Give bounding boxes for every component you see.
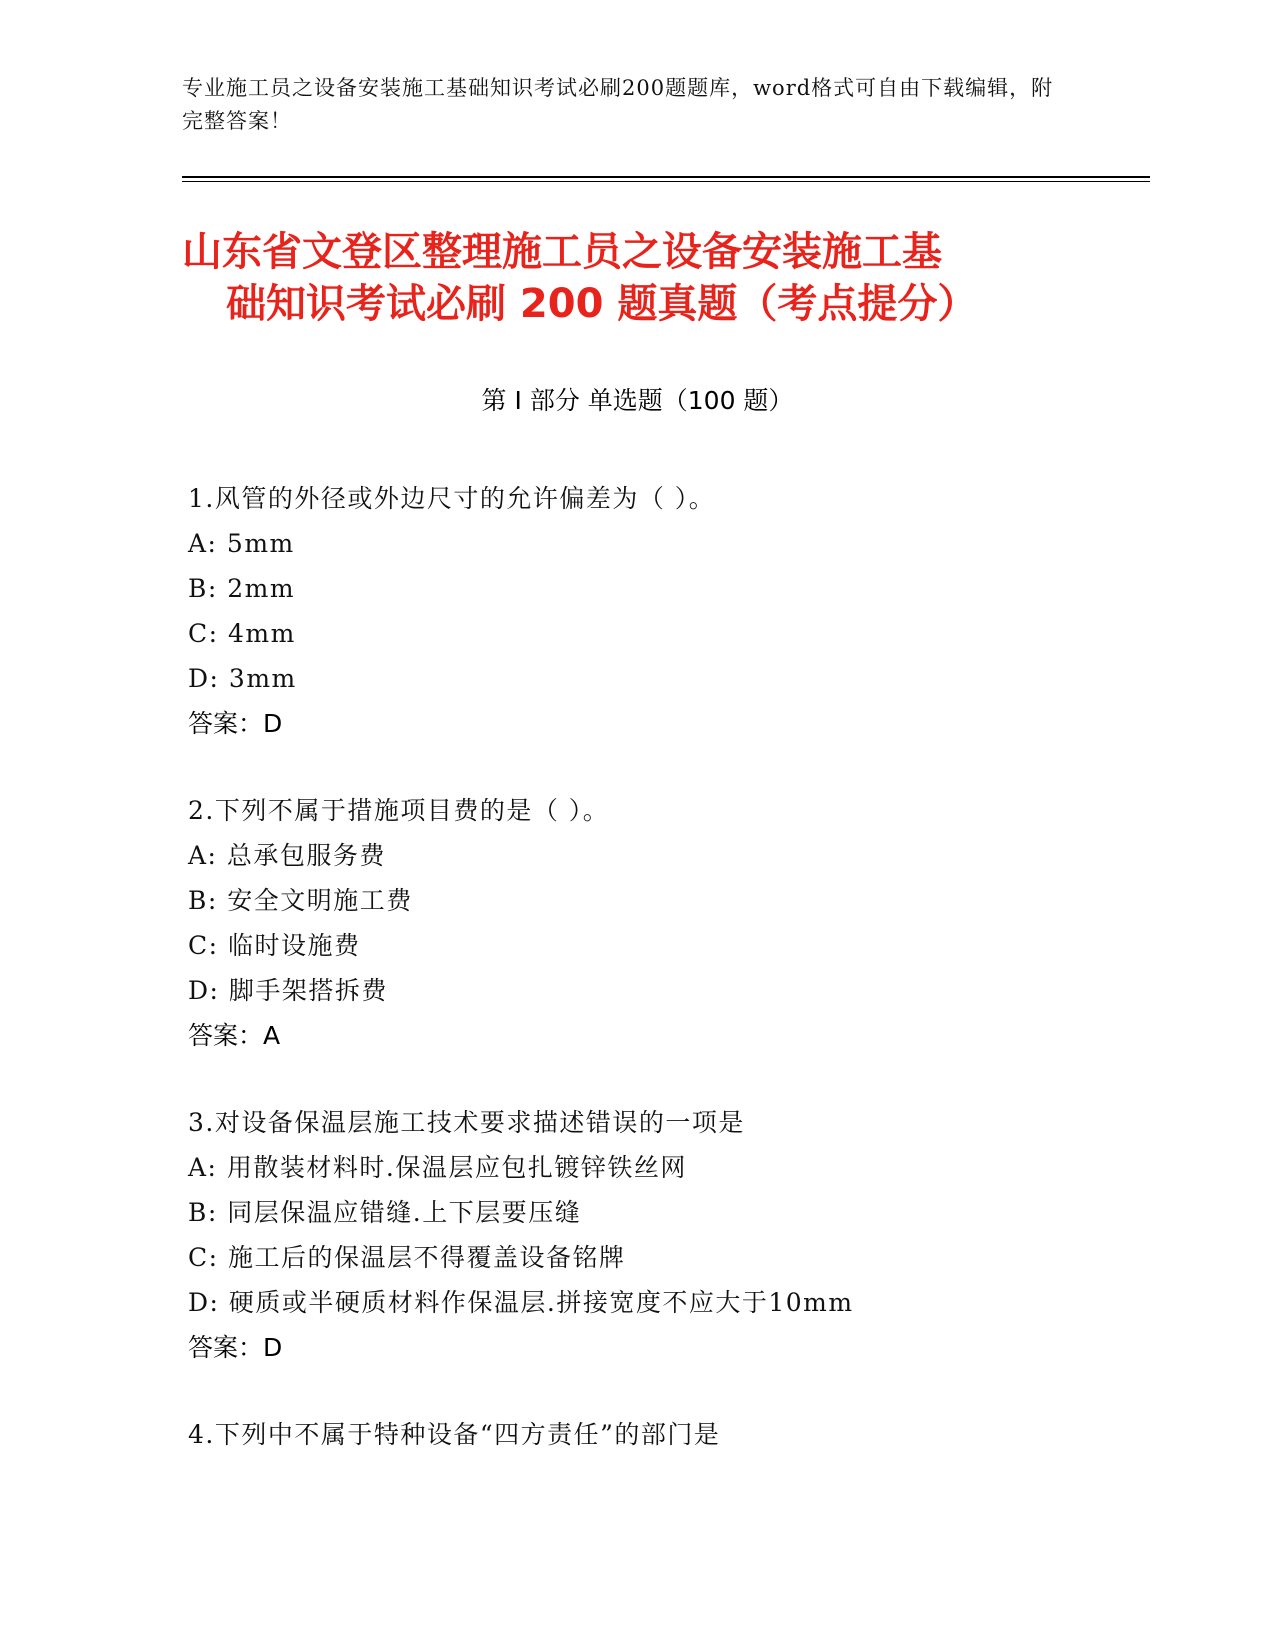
option-c: C: 临时设施费 bbox=[188, 931, 361, 960]
option-a: A: 总承包服务费 bbox=[188, 841, 386, 870]
document-title-line-2: 础知识考试必刷 200 题真题（考点提分） bbox=[226, 281, 978, 327]
option-d: D: 3mm bbox=[188, 664, 297, 693]
header-divider-thick bbox=[182, 176, 1150, 178]
option-b: B: 2mm bbox=[188, 574, 296, 603]
option-d: D: 硬质或半硬质材料作保温层.拼接宽度不应大于10mm bbox=[188, 1288, 854, 1317]
option-c: C: 施工后的保温层不得覆盖设备铭牌 bbox=[188, 1243, 626, 1272]
answer: 答案：D bbox=[188, 1333, 283, 1362]
question-3 bbox=[188, 1100, 1148, 1371]
question-list bbox=[188, 476, 1148, 1498]
document-title bbox=[182, 226, 1082, 330]
question-stem: 1.风管的外径或外边尺寸的允许偏差为（ ）。 bbox=[188, 484, 716, 513]
option-a: A: 5mm bbox=[188, 529, 295, 558]
option-b: B: 安全文明施工费 bbox=[188, 886, 413, 915]
option-a: A: 用散装材料时.保温层应包扎镀锌铁丝网 bbox=[188, 1153, 687, 1182]
question-1 bbox=[188, 476, 1148, 747]
question-stem: 2.下列不属于措施项目费的是（ ）。 bbox=[188, 796, 610, 825]
header-note: 专业施工员之设备安装施工基础知识考试必刷200题题库，word格式可自由下载编辑，附完整答案！ bbox=[182, 76, 1054, 133]
document-title-line-1: 山东省文登区整理施工员之设备安装施工基 bbox=[182, 229, 942, 275]
question-2 bbox=[188, 788, 1148, 1059]
question-stem: 3.对设备保温层施工技术要求描述错误的一项是 bbox=[188, 1108, 745, 1137]
section-heading: 第 I 部分 单选题（100 题） bbox=[481, 386, 794, 415]
answer: 答案：A bbox=[188, 1021, 281, 1050]
header-divider-thin bbox=[182, 181, 1150, 182]
option-b: B: 同层保温应错缝.上下层要压缝 bbox=[188, 1198, 582, 1227]
answer: 答案：D bbox=[188, 709, 283, 738]
option-d: D: 脚手架搭拆费 bbox=[188, 976, 388, 1005]
question-4 bbox=[188, 1412, 1148, 1457]
option-c: C: 4mm bbox=[188, 619, 296, 648]
question-stem: 4.下列中不属于特种设备“四方责任”的部门是 bbox=[188, 1420, 721, 1449]
